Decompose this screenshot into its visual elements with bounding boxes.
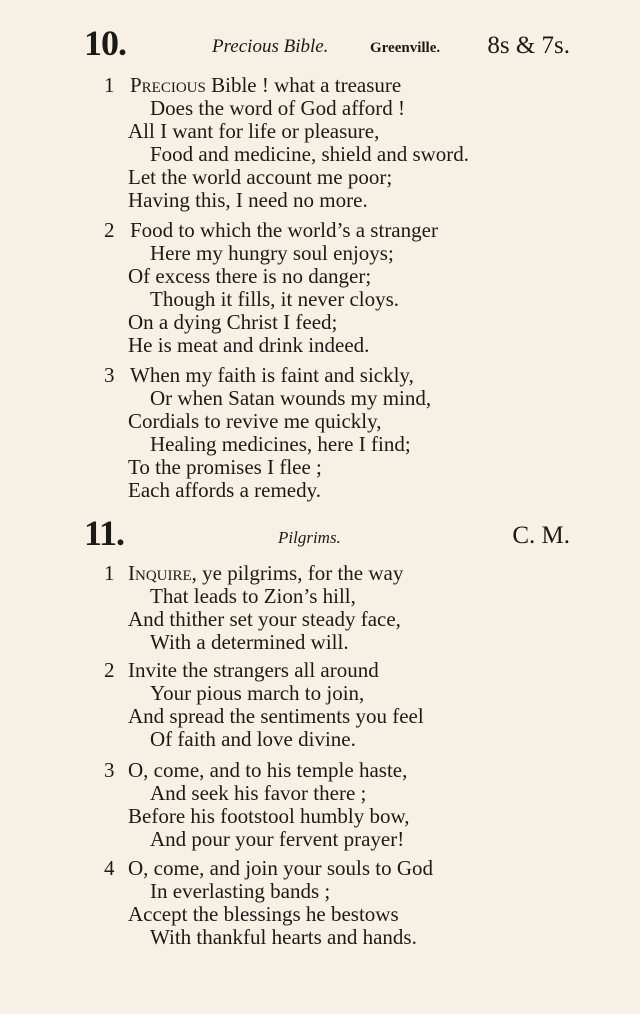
verse-line: Healing medicines, here I find; xyxy=(150,432,411,456)
verse-line: Accept the blessings he bestows xyxy=(128,902,399,926)
verse-line xyxy=(130,74,401,97)
hymn-number: 10. xyxy=(84,23,126,63)
verse-number: 2 xyxy=(104,658,115,682)
verse-line: All I want for life or pleasure, xyxy=(128,119,380,143)
verse-line: And thither set your steady face, xyxy=(128,607,401,631)
verse-line: Cordials to revive me quickly, xyxy=(128,409,382,433)
verse-number: 4 xyxy=(104,856,115,880)
verse-number: 3 xyxy=(104,363,115,387)
verse-number: 1 xyxy=(104,561,115,585)
verse-line xyxy=(128,562,403,585)
verse-line: O, come, and join your souls to God xyxy=(128,856,434,880)
verse-line: With thankful hearts and hands. xyxy=(150,925,417,949)
verse-number: 1 xyxy=(104,73,115,97)
verse-line: He is meat and drink indeed. xyxy=(128,333,370,357)
verse-line: Does the word of God afford ! xyxy=(150,96,406,120)
hymn-meter: 8s & 7s. xyxy=(487,32,570,59)
verse-line: And spread the sentiments you feel xyxy=(128,704,424,728)
verse-line: Of faith and love divine. xyxy=(150,727,356,751)
hymn-11-header xyxy=(80,504,570,554)
verse-line: With a determined will. xyxy=(150,630,349,654)
hymn-tune: Greenville. xyxy=(370,40,441,56)
verse-line: Food to which the world’s a stranger xyxy=(130,218,438,242)
verse-line: Let the world account me poor; xyxy=(128,165,393,189)
first-word: Precious xyxy=(130,73,206,97)
verse-number: 2 xyxy=(104,218,115,242)
verse-line: That leads to Zion’s hill, xyxy=(150,584,356,608)
verse-line: Or when Satan wounds my mind, xyxy=(150,386,432,410)
verse-line: O, come, and to his temple haste, xyxy=(128,758,408,782)
first-line-rest: ye pilgrims, for the way xyxy=(196,561,404,585)
verse-number: 3 xyxy=(104,758,115,782)
verse-line: Food and medicine, shield and sword. xyxy=(150,142,470,166)
verse-line: Having this, I need no more. xyxy=(128,188,368,212)
first-line-rest: Bible ! what a treasure xyxy=(205,73,402,97)
verse-line: To the promises I flee ; xyxy=(128,455,322,479)
first-word: Inquire, xyxy=(128,561,197,585)
verse-line: Each affords a remedy. xyxy=(128,478,321,502)
verse-line: Invite the strangers all around xyxy=(128,658,379,682)
hymn-number: 11. xyxy=(84,513,125,553)
hymn-title: Precious Bible. xyxy=(212,36,329,57)
verse-line: When my faith is faint and sickly, xyxy=(130,363,414,387)
verse-line: Here my hungry soul enjoys; xyxy=(150,241,394,265)
verse-line: Of excess there is no danger; xyxy=(128,264,372,288)
verse-line: And pour your fervent prayer! xyxy=(150,827,405,851)
verse-line: Though it fills, it never cloys. xyxy=(150,287,400,311)
hymn-title: Pilgrims. xyxy=(278,528,341,547)
verse-line: In everlasting bands ; xyxy=(150,879,331,903)
hymn-meter: C. M. xyxy=(512,522,570,549)
hymn-10-header xyxy=(80,14,570,64)
verse-line: Before his footstool humbly bow, xyxy=(128,804,410,828)
verse-line: And seek his favor there ; xyxy=(150,781,367,805)
verse-line: Your pious march to join, xyxy=(150,681,365,705)
verse-line: On a dying Christ I feed; xyxy=(128,310,338,334)
